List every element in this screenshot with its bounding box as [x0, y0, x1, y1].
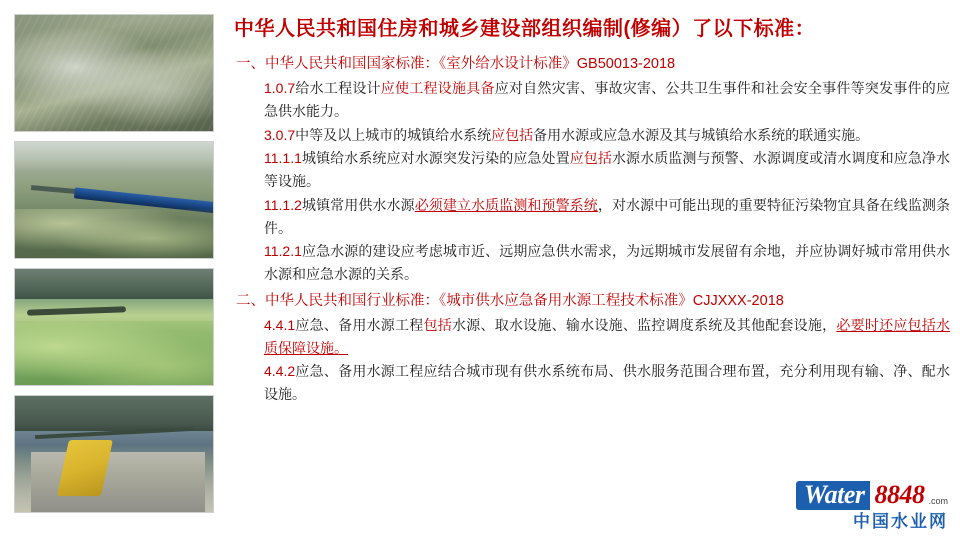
clause-1-0-7	[264, 77, 950, 122]
clause-number: 4.4.2	[264, 363, 296, 380]
clause-11-2-1	[264, 240, 950, 285]
photo-algae-covered-water-surface	[14, 14, 214, 132]
clause-number: 1.0.7	[264, 80, 296, 97]
clause-text-a: 应急、备用水源工程应结合城市现有供水系统布局、供水服务范围合理布置，充分利用现有输、净、配水设施。	[264, 363, 950, 402]
watermark-brand: Water	[796, 481, 871, 510]
clause-number: 11.1.1	[264, 150, 302, 167]
clause-highlight-b: 必要时还应包括水质保障设施。	[264, 316, 951, 356]
page-title: 中华人民共和国住房和城乡建设部组织编制(修编）了以下标准：	[234, 18, 816, 40]
clause-11-1-1	[264, 147, 950, 192]
photo-dam-spillway-construction	[14, 395, 214, 513]
photo-column	[14, 14, 214, 513]
clause-number: 4.4.1	[264, 316, 296, 333]
algae-scum-shape	[15, 209, 213, 258]
clause-number: 11.2.1	[264, 243, 302, 260]
clause-highlight-a: 应包括	[491, 126, 534, 143]
clause-text-a: 中等及以上城市的城镇给水系统	[295, 126, 492, 143]
clause-text-a: 城镇常用供水水源	[301, 196, 415, 213]
clause-highlight-a: 必须建立水质监测和预警系统	[414, 196, 598, 213]
photo-blue-boat-on-polluted-lake	[14, 141, 214, 259]
clause-number: 3.0.7	[264, 126, 296, 143]
clause-highlight-a: 应使工程设施具备	[380, 80, 495, 97]
section-heading-1: 一、中华人民共和国国家标准：《室外给水设计标准》GB50013-2018	[236, 56, 676, 72]
watermark-logo	[796, 481, 948, 530]
clause-highlight-a: 包括	[423, 316, 452, 333]
clause-number: 11.1.2	[264, 196, 302, 213]
clause-text-a: 应急、备用水源工程	[295, 316, 424, 333]
shore-shape	[15, 269, 213, 299]
watermark-number: 8848	[874, 480, 925, 509]
clause-text-b: 水源水质监测与预警、水源调度或清水调度和应急净水等设施。	[264, 150, 951, 190]
clause-4-4-1	[264, 314, 950, 359]
clause-text-b: 备用水源或应急水源及其与城镇给水系统的联通实施。	[533, 126, 870, 143]
clause-text-b: 应对自然灾害、事故灾害、公共卫生事件和社会安全事件等突发事件的应急供水能力。	[264, 80, 951, 120]
log-shape	[27, 307, 126, 316]
clause-text-b: 水源、取水设施、输水设施、监控调度系统及其他配套设施，	[452, 316, 837, 333]
clause-4-4-2	[264, 360, 950, 405]
watermark-suffix: .com	[928, 496, 948, 506]
clause-text-b: ，对水源中可能出现的重要特征污染物宜具备在线监测条件。	[264, 196, 951, 236]
hill-shape	[15, 396, 213, 431]
clause-11-1-2	[264, 194, 950, 239]
watermark-row	[796, 481, 948, 510]
photo-green-algal-bloom-shoreline	[14, 268, 214, 386]
clause-text-a: 城镇给水系统应对水源突发污染的应急处置	[301, 150, 570, 167]
algae-layer-shape	[15, 321, 213, 385]
clause-3-0-7	[264, 124, 950, 147]
clause-text-a: 给水工程设计	[295, 80, 381, 97]
watermark-chinese: 中国水业网	[853, 512, 948, 531]
clause-text-a: 应急水源的建设应考虑城市近、远期应急供水需求，为远期城市发展留有余地，并应协调好城市常用供水水源和应急水源的关系。	[264, 243, 950, 282]
slide-content	[230, 10, 950, 530]
dam-body-shape	[31, 452, 205, 512]
clause-highlight-a: 应包括	[569, 150, 612, 167]
section-heading-2: 二、中华人民共和国行业标准：《城市供水应急备用水源工程技术标准》CJJXXX-2018	[236, 292, 784, 309]
